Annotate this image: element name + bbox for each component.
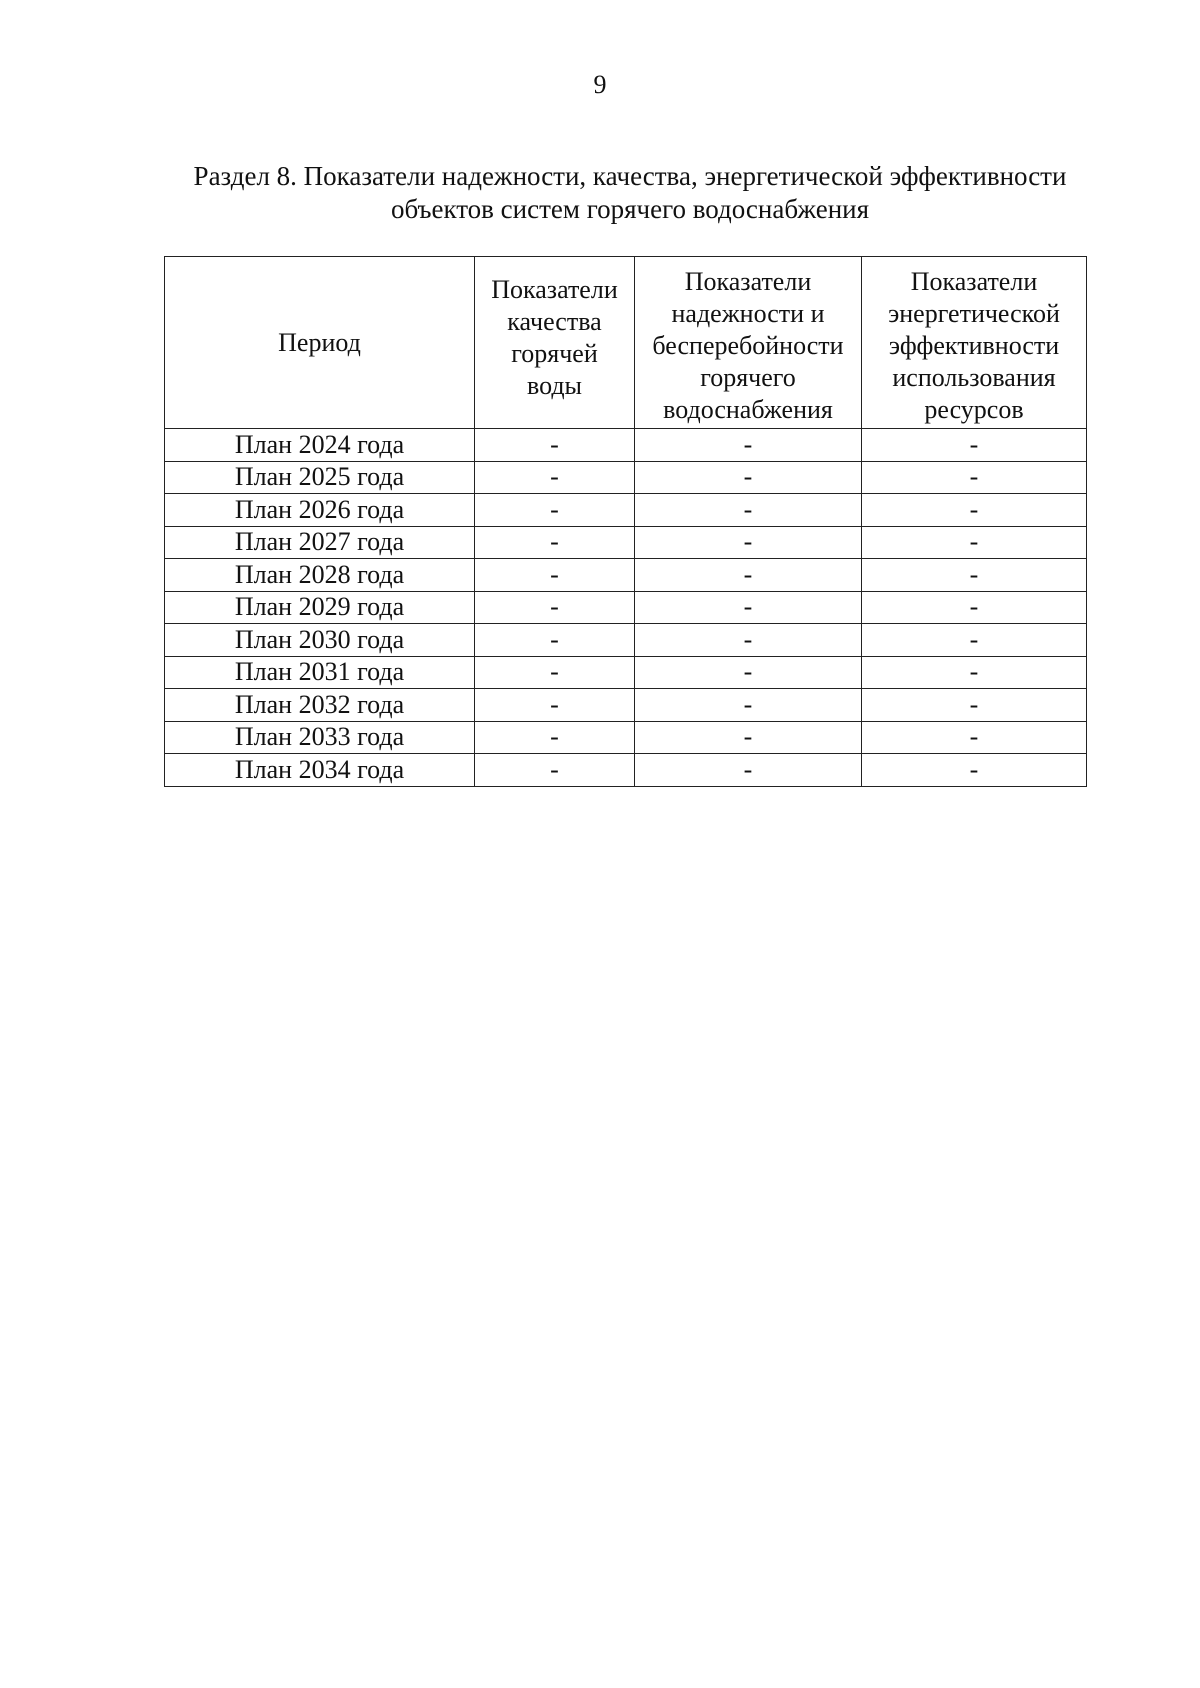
cell-quality: - bbox=[475, 494, 635, 527]
cell-quality: - bbox=[475, 591, 635, 624]
cell-energy: - bbox=[862, 494, 1087, 527]
header-quality-line: качества bbox=[507, 306, 602, 336]
cell-period: План 2025 года bbox=[165, 461, 475, 494]
header-energy-line: ресурсов bbox=[924, 395, 1024, 424]
cell-period: План 2031 года bbox=[165, 656, 475, 689]
section-title bbox=[150, 160, 1110, 226]
table-row bbox=[165, 689, 1087, 722]
table-row bbox=[165, 721, 1087, 754]
cell-reliability: - bbox=[635, 461, 862, 494]
header-period: Период bbox=[165, 257, 475, 429]
cell-reliability: - bbox=[635, 494, 862, 527]
cell-energy: - bbox=[862, 721, 1087, 754]
header-reliability-line: бесперебойности bbox=[652, 331, 844, 360]
cell-reliability: - bbox=[635, 559, 862, 592]
table-row bbox=[165, 559, 1087, 592]
cell-energy: - bbox=[862, 559, 1087, 592]
cell-quality: - bbox=[475, 526, 635, 559]
header-reliability-line: горячего bbox=[700, 363, 796, 392]
header-energy-line: Показатели bbox=[910, 267, 1038, 296]
cell-quality: - bbox=[475, 624, 635, 657]
cell-reliability: - bbox=[635, 656, 862, 689]
cell-energy: - bbox=[862, 754, 1087, 787]
indicators-table bbox=[164, 256, 1087, 787]
header-energy-line: эффективности bbox=[888, 331, 1060, 360]
cell-energy: - bbox=[862, 689, 1087, 722]
cell-energy: - bbox=[862, 591, 1087, 624]
header-quality-line: горячей bbox=[511, 338, 598, 368]
cell-reliability: - bbox=[635, 689, 862, 722]
cell-period: План 2027 года bbox=[165, 526, 475, 559]
section-title-line-2: объектов систем горячего водоснабжения bbox=[390, 194, 870, 224]
table-row bbox=[165, 591, 1087, 624]
cell-quality: - bbox=[475, 754, 635, 787]
header-quality-line: воды bbox=[526, 370, 583, 400]
table-header-row bbox=[165, 257, 1087, 429]
cell-reliability: - bbox=[635, 591, 862, 624]
cell-reliability: - bbox=[635, 624, 862, 657]
cell-period: План 2028 года bbox=[165, 559, 475, 592]
header-reliability-line: надежности и bbox=[671, 299, 825, 328]
header-energy-line: энергетической bbox=[888, 299, 1060, 328]
table-row bbox=[165, 429, 1087, 462]
table-row bbox=[165, 754, 1087, 787]
section-title-line-1: Раздел 8. Показатели надежности, качества, энергетической эффективности bbox=[193, 161, 1067, 191]
header-energy-line: использования bbox=[892, 363, 1056, 392]
cell-period: План 2034 года bbox=[165, 754, 475, 787]
cell-energy: - bbox=[862, 526, 1087, 559]
table-row bbox=[165, 461, 1087, 494]
header-energy bbox=[862, 257, 1087, 429]
cell-reliability: - bbox=[635, 526, 862, 559]
header-reliability-line: Показатели bbox=[684, 267, 812, 296]
table-row bbox=[165, 526, 1087, 559]
cell-quality: - bbox=[475, 429, 635, 462]
cell-quality: - bbox=[475, 656, 635, 689]
cell-quality: - bbox=[475, 721, 635, 754]
cell-energy: - bbox=[862, 656, 1087, 689]
cell-period: План 2030 года bbox=[165, 624, 475, 657]
table-row bbox=[165, 656, 1087, 689]
header-reliability bbox=[635, 257, 862, 429]
cell-period: План 2032 года bbox=[165, 689, 475, 722]
cell-period: План 2033 года bbox=[165, 721, 475, 754]
cell-energy: - bbox=[862, 429, 1087, 462]
table-row bbox=[165, 494, 1087, 527]
table-row bbox=[165, 624, 1087, 657]
header-reliability-line: водоснабжения bbox=[663, 395, 833, 424]
cell-period: План 2024 года bbox=[165, 429, 475, 462]
page-number: 9 bbox=[593, 70, 607, 99]
cell-reliability: - bbox=[635, 721, 862, 754]
cell-period: План 2026 года bbox=[165, 494, 475, 527]
header-quality-line: Показатели bbox=[491, 274, 618, 304]
cell-period: План 2029 года bbox=[165, 591, 475, 624]
cell-quality: - bbox=[475, 559, 635, 592]
cell-energy: - bbox=[862, 624, 1087, 657]
cell-quality: - bbox=[475, 461, 635, 494]
cell-reliability: - bbox=[635, 754, 862, 787]
cell-quality: - bbox=[475, 689, 635, 722]
header-quality bbox=[475, 257, 635, 429]
cell-reliability: - bbox=[635, 429, 862, 462]
cell-energy: - bbox=[862, 461, 1087, 494]
